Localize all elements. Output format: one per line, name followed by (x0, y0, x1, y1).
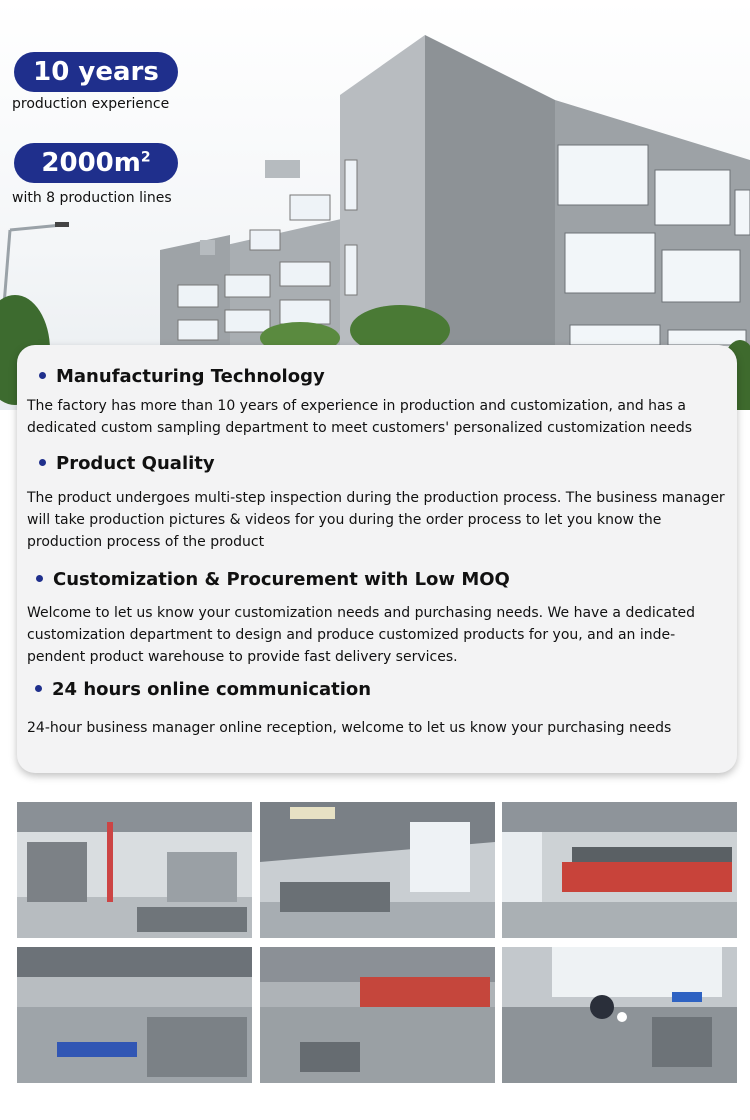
stat-area-badge (14, 143, 178, 183)
stat-years-value: 10 years (33, 57, 159, 87)
workshop-stack-photo (17, 947, 252, 1083)
stat-years-badge (14, 52, 178, 92)
bullet-icon (39, 459, 46, 466)
section-heading-customization (36, 569, 510, 590)
bullet-icon (35, 685, 42, 692)
stat-area-value: 2000m (41, 148, 141, 178)
welding-station-photo (502, 947, 737, 1083)
section-heading-quality (39, 453, 215, 474)
stat-area-superscript: 2 (140, 149, 151, 166)
stat-area-caption: with 8 production lines (12, 190, 172, 206)
bullet-icon (36, 575, 43, 582)
press-brake-line-photo (502, 802, 737, 938)
section-heading-manufacturing (39, 366, 325, 387)
stat-years-caption: production experience (12, 96, 170, 112)
section-heading-communication (35, 679, 371, 700)
section-body-communication: 24-hour business manager online reception, welcome to let us know your purchasing needs (27, 720, 672, 736)
factory-aisle-photo (17, 802, 252, 938)
bullet-icon (39, 372, 46, 379)
factory-hall-photo (260, 802, 495, 938)
section-body-quality: The product undergoes multi-step inspection during the production process. The business manager will take production pictures & videos for you during the order process to let you know the production process of the product (27, 490, 725, 550)
section-body-customization: Welcome to let us know your customization needs and purchasing needs. We have a dedicated customization department to design and produce customized products for you, and an inde-pendent product warehouse to provide fast delivery services. (27, 605, 695, 665)
section-title: Product Quality (56, 453, 215, 474)
section-body-manufacturing: The factory has more than 10 years of experience in production and customization, and has a dedicated custom sampling department to meet customers' personalized customization needs (27, 398, 693, 436)
section-title: Manufacturing Technology (56, 366, 325, 387)
capabilities-card (17, 345, 737, 773)
section-title: 24 hours online communication (52, 679, 372, 700)
section-title: Customization & Procurement with Low MOQ (53, 569, 510, 590)
machine-row-photo (260, 947, 495, 1083)
